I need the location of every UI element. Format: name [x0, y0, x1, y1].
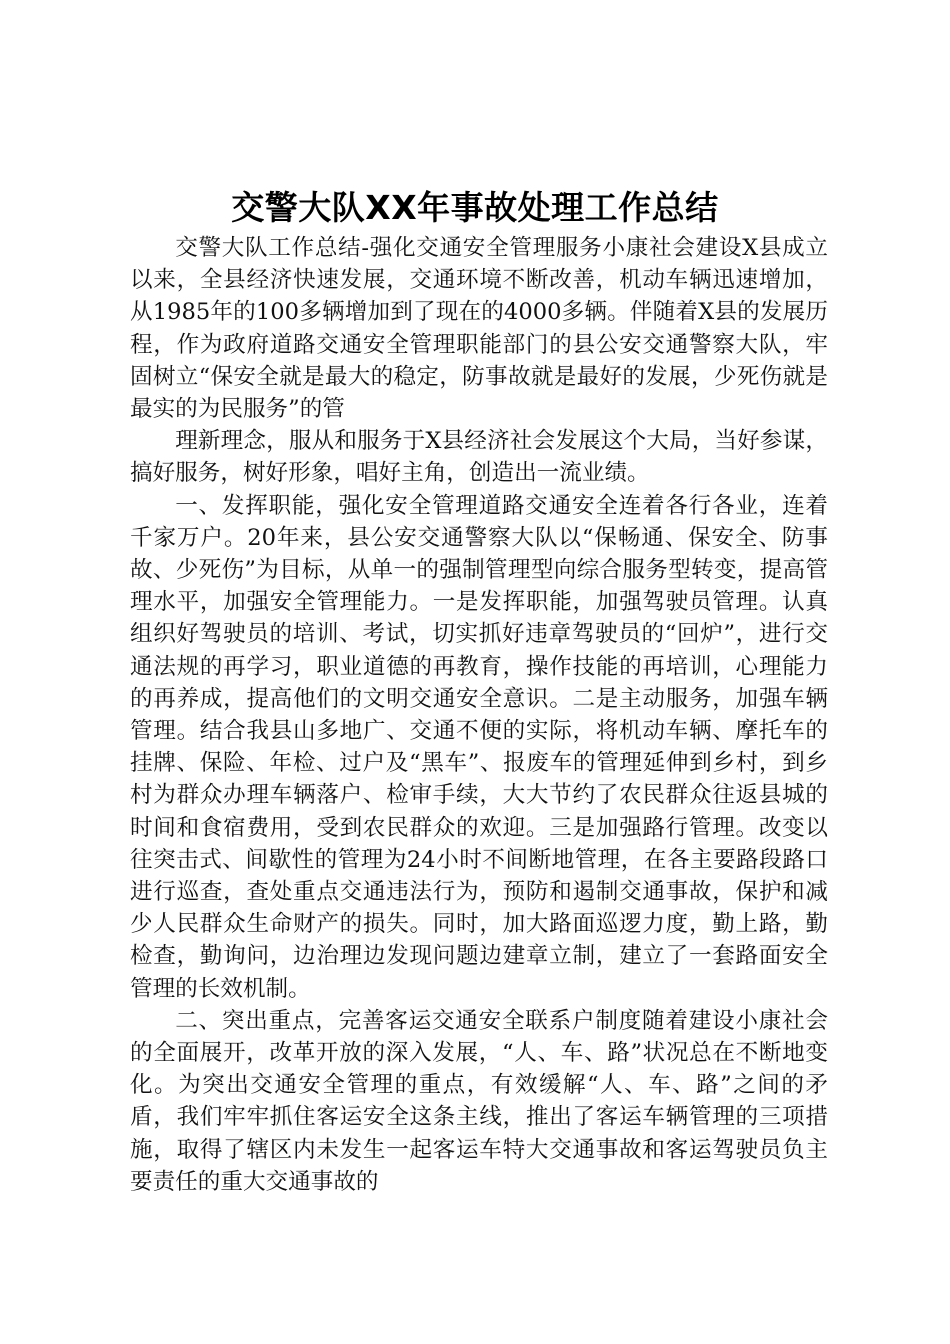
paragraph-philosophy: 理新理念，服从和服务于X县经济社会发展这个大局，当好参谋，搞好服务，树好形象，唱好主角，创造出一流业绩。 [130, 428, 828, 487]
paragraph-section-one: 一、发挥职能，强化安全管理道路交通安全连着各行各业，连着千家万户。20年来，县公安交通警察大队以“保畅通、保安全、防事故、少死伤”为目标，从单一的强制管理型向综合服务型转变，提高管理水平，加强安全管理能力。一是发挥职能，加强驾驶员管理。认真组织好驾驶员的培训、考试，切实抓好违章驾驶员的“回炉”，进行交通法规的再学习，职业道德的再教育，操作技能的再培训，心理能力的再养成，提高他们的文明交通安全意识。二是主动服务，加强车辆管理。结合我县山多地广、交通不便的实际，将机动车辆、摩托车的挂牌、保险、年检、过户及“黑车”、报废车的管理延伸到乡村，到乡村为群众办理车辆落户、检审手续，大大节约了农民群众往返县城的时间和食宿费用，受到农民群众的欢迎。三是加强路行管理。改变以往突击式、间歇性的管理为24小时不间断地管理，在各主要路段路口进行巡查，查处重点交通违法行为，预防和遏制交通事故，保护和减少人民群众生命财产的损失。同时，加大路面巡逻力度，勤上路，勤检查，勤询问，边治理边发现问题边建章立制，建立了一套路面安全管理的长效机制。 [130, 492, 828, 1002]
document-title: 交警大队XX年事故处理工作总结 [231, 188, 719, 227]
paragraph-section-two: 二、突出重点，完善客运交通安全联系户制度随着建设小康社会的全面展开，改革开放的深入发展，“人、车、路”状况总在不断地变化。为突出交通安全管理的重点，有效缓解“人、车、路”之间的矛盾，我们牢牢抓住客运安全这条主线，推出了客运车辆管理的三项措施，取得了辖区内未发生一起客运车特大交通事故和客运驾驶员负主要责任的重大交通事故的 [130, 1007, 828, 1195]
paragraph-intro: 交警大队工作总结-强化交通安全管理服务小康社会建设X县成立以来，全县经济快速发展，交通环境不断改善，机动车辆迅速增加，从1985年的100多辆增加到了现在的4000多辆。伴随着X县的发展历程，作为政府道路交通安全管理职能部门的县公安交通警察大队，牢固树立“保安全就是最大的稳定，防事故就是最好的发展，少死伤就是最实的为民服务”的管 [130, 235, 828, 423]
document-body [130, 232, 828, 1198]
